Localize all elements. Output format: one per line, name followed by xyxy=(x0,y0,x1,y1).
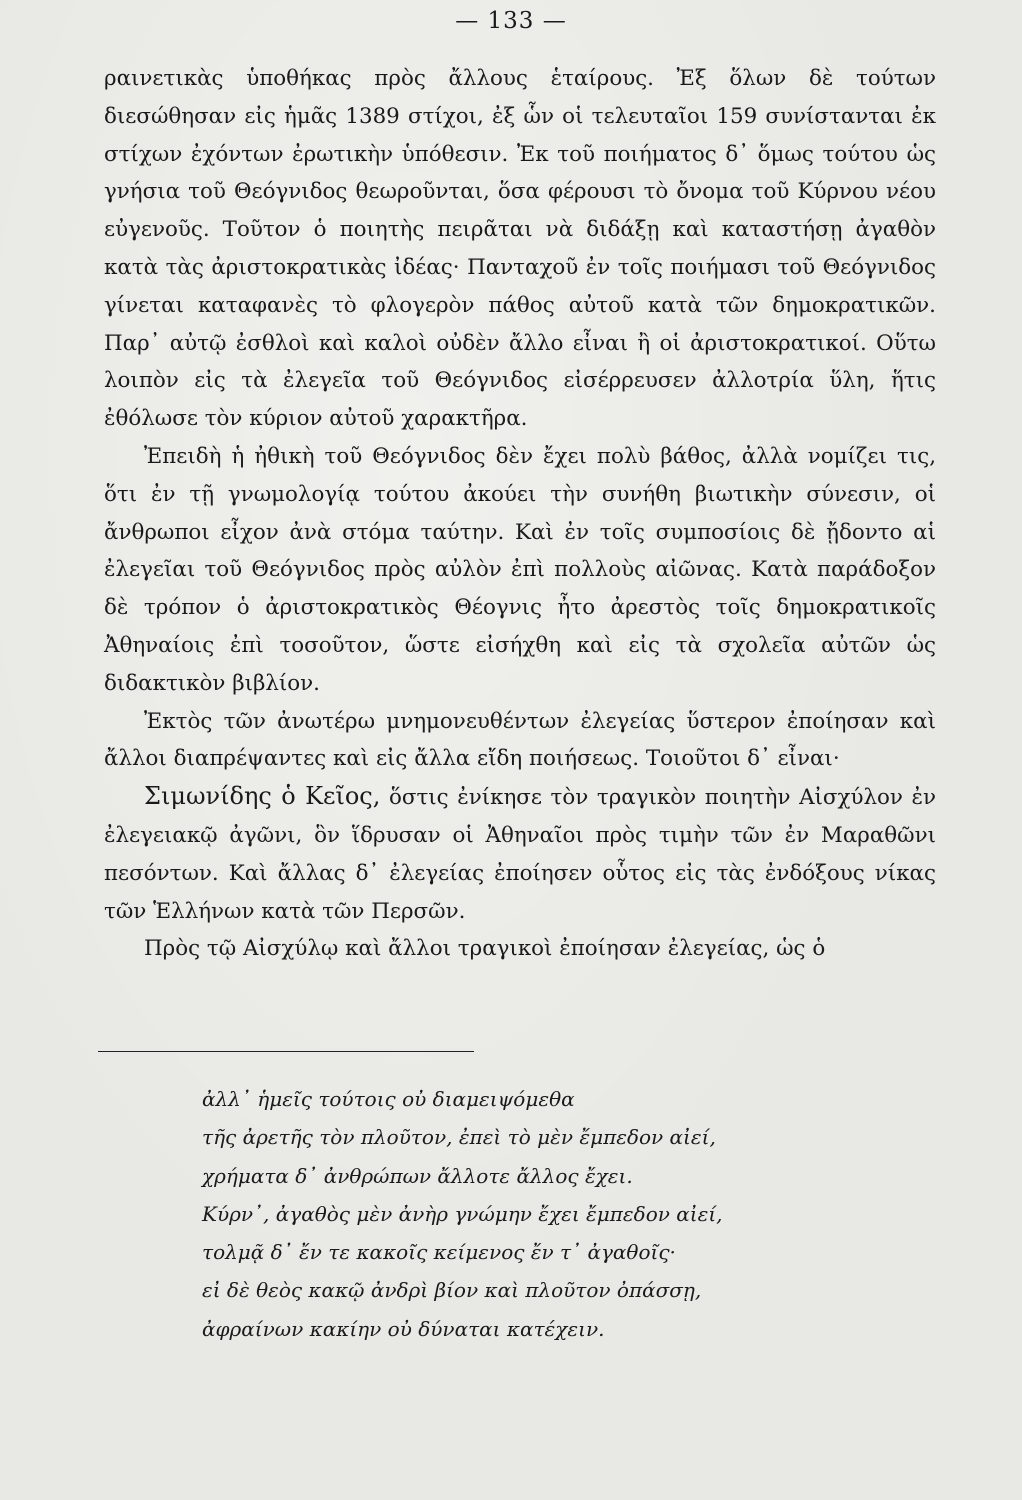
verse-line: ἀλλ᾽ ἡμεῖς τούτοις οὐ διαμειψόμεθα xyxy=(202,1087,575,1111)
paragraph-1: ραινετικὰς ὑποθήκας πρὸς ἄλλους ἑταίρους. Ἐξ ὅλων δὲ τούτων διεσώθησαν εἰς ἡμᾶς 1389 στίχοι, ἐξ ὧν οἱ τελευταῖοι 159 συνίστανται ἐκ στίχων ἐχόντων ἐρωτικὴν ὑπόθεσιν. Ἐκ τοῦ ποιήματος δ᾽ ὅμως τούτου ὡς γνήσια τοῦ Θεόγνιδος θεωροῦνται, ὅσα φέρουσι τὸ ὄνομα τοῦ Κύρνου νέου εὐγενοῦς. Τοῦτον ὁ ποιητὴς πειρᾶται νὰ διδάξῃ καὶ καταστήσῃ ἀγαθὸν κατὰ τὰς ἀριστοκρατικὰς ἰδέας· Πανταχοῦ ἐν τοῖς ποιήμασι τοῦ Θεόγνιδος γίνεται καταφανὲς τὸ φλογερὸν πάθος αὐτοῦ κατὰ τῶν δημοκρατικῶν. Παρ᾽ αὐτῷ ἐσθλοὶ καὶ καλοὶ οὐδὲν ἄλλο εἶναι ἢ οἱ ἀριστοκρατικοί. Οὕτω λοιπὸν εἰς τὰ ἐλεγεῖα τοῦ Θεόγνιδος εἰσέρρευσεν ἀλλοτρία ὕλη, ἥτις ἐθόλωσε τὸν κύριον αὐτοῦ χαρακτῆρα. xyxy=(104,66,936,432)
simonides-text: ὅστις ἐνίκησε τὸν τραγικὸν ποιητὴν Αἰσχύλον ἐν ἐλεγειακῷ ἀγῶνι, ὃν ἵδρυσαν οἱ Ἀθηναῖοι πρὸς τιμὴν τῶν ἐν Μαραθῶνι πεσόντων. Καὶ ἄλλας δ᾽ ἐλεγείας ἐποίησεν οὗτος εἰς τὰς ἐνδόξους νίκας τῶν Ἑλλήνων κατὰ τῶν Περσῶν. xyxy=(104,785,936,924)
footnote-verse xyxy=(202,1080,922,1348)
paragraph-3: Ἐκτὸς τῶν ἀνωτέρω μνημονευθέντων ἐλεγείας ὕστερον ἐποίησαν καὶ ἄλλοι διαπρέψαντες καὶ εἰς ἄλλα εἴδη ποιήσεως. Τοιοῦτοι δ᾽ εἶναι· xyxy=(104,708,936,772)
paragraph-simonides xyxy=(104,778,936,930)
verse-line: εἰ δὲ θεὸς κακῷ ἀνδρὶ βίον καὶ πλοῦτον ὀπάσσῃ, xyxy=(202,1278,702,1303)
paragraph-2: Ἐπειδὴ ἡ ἠθικὴ τοῦ Θεόγνιδος δὲν ἔχει πολὺ βάθος, ἀλλὰ νομίζει τις, ὅτι ἐν τῇ γνωμολογίᾳ τούτου ἀκούει τὴν συνήθη βιωτικὴν σύνεσιν, οἱ ἄνθρωποι εἶχον ἀνὰ στόμα ταύτην. Καὶ ἐν τοῖς συμποσίοις δὲ ᾔδοντο αἱ ἐλεγεῖαι τοῦ Θεόγνιδος πρὸς αὐλὸν ἐπὶ πολλοὺς αἰῶνας. Κατὰ παράδοξον δὲ τρόπον ὁ ἀριστοκρατικὸς Θέογνις ἦτο ἀρεστὸς τοῖς δημοκρατικοῖς Ἀθηναίοις ἐπὶ τοσοῦτον, ὥστε εἰσήχθη καὶ εἰς τὰ σχολεῖα αὐτῶν ὡς διδακτικὸν βιβλίον. xyxy=(104,443,936,696)
main-text xyxy=(104,60,936,968)
paragraph-last: Πρὸς τῷ Αἰσχύλῳ καὶ ἄλλοι τραγικοὶ ἐποίησαν ἐλεγείας, ὡς ὁ xyxy=(144,936,826,962)
verse-line: ἀφραίνων κακίην οὐ δύναται κατέχειν. xyxy=(202,1316,605,1341)
verse-line: τολμᾷ δ᾽ ἔν τε κακοῖς κείμενος ἔν τ᾽ ἀγαθοῖς· xyxy=(202,1240,676,1265)
simonides-name: Σιμωνίδης ὁ Κεῖος, xyxy=(144,782,381,811)
verse-line: χρήματα δ᾽ ἀνθρώπων ἄλλοτε ἄλλος ἔχει. xyxy=(202,1163,633,1188)
footnote-divider xyxy=(98,1051,474,1052)
page-number: — 133 — xyxy=(455,8,567,34)
verse-line: τῆς ἀρετῆς τὸν πλοῦτον, ἐπεὶ τὸ μὲν ἔμπεδον αἰεί, xyxy=(202,1125,716,1150)
verse-line: Κύρν᾽, ἀγαθὸς μὲν ἀνὴρ γνώμην ἔχει ἔμπεδον αἰεί, xyxy=(202,1201,723,1226)
